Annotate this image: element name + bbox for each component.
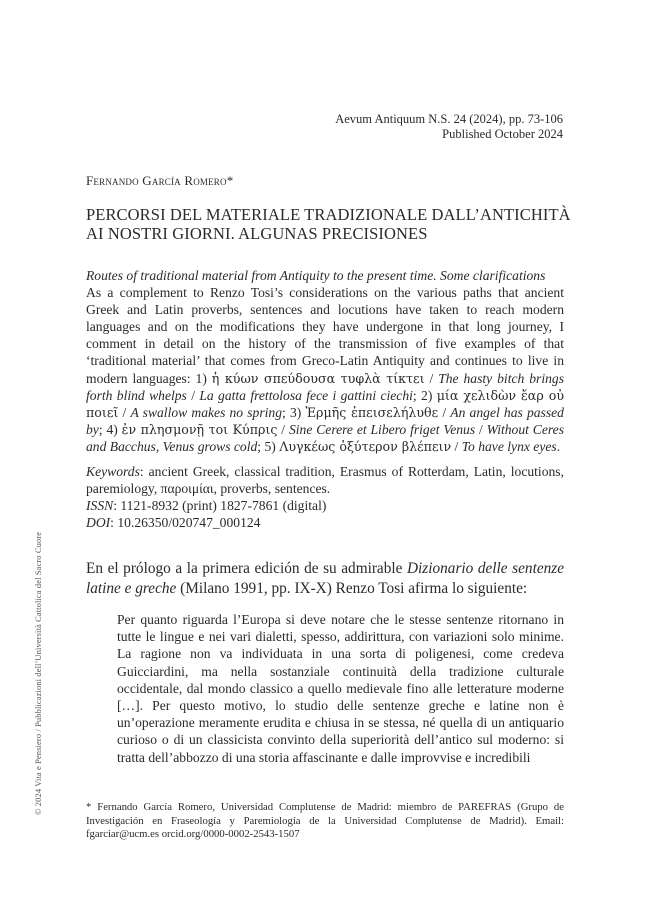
greek-proverb-1: ἡ κύων σπεύδουσα τυφλὰ τίκτει — [211, 370, 425, 386]
body-intro-2: (Milano 1991, pp. IX-X) Renzo Tosi afirma lo siguiente: — [176, 579, 528, 597]
doi-line — [86, 514, 564, 531]
journal-header — [335, 112, 563, 142]
abstract — [86, 267, 564, 455]
translation-2: A swallow makes no spring — [130, 404, 283, 420]
abstract-end: . — [556, 438, 561, 454]
cited-work-title: Dizionario delle sentenze latine e greche — [86, 560, 564, 597]
abstract-text-4: ; 4) — [98, 421, 122, 437]
translation-1: The hasty bitch brings forth blind whelps — [86, 370, 564, 403]
publication-date: Published October 2024 — [442, 127, 563, 141]
abstract-separator: / — [475, 421, 487, 437]
body-paragraph — [86, 559, 564, 598]
translation-4: Sine Cerere et Libero friget Venus — [288, 421, 476, 437]
abstract-text-2: ; 2) — [412, 387, 437, 403]
greek-proverb-2: μία χελιδὼν ἔαρ οὐ ποιεῖ — [86, 387, 564, 420]
abstract-text-3: ; 3) — [282, 404, 306, 420]
block-quote: Per quanto riguarda l’Europa si deve notare che le stesse sentenze ritornano in tutte le lingue e nei vari dialetti, spesso, addirittura, con variazioni solo minime. La ragione non va individuata in una sorta di poligenesi, come credeva Guicciardini, ma nella sostanziale continuità della tradizione culturale occidentale, dal mondo classico a quello medievale fino alle letterature moderne […]. Per questo motivo, lo studio delle sentenze greche e latine non è un’operazione meramente erudita e chiusa in se stessa, né quella di un antiquario curioso o di un classicista convinto della superiorità dell’antico sul moderno: si tratta dell’abbozzo di una storia affascinante e dalle improvvise e incredibili — [117, 612, 564, 765]
abstract-separator: / — [438, 404, 451, 420]
keywords-text: : ancient Greek, classical tradition, Erasmus of Rotterdam, Latin, locutions, paremiology, παροιμίαι, proverbs, sentences. — [86, 464, 564, 497]
issn-label: ISSN — [86, 498, 114, 514]
abstract-text-1: As a complement to Renzo Tosi’s considerations on the various paths that ancient Greek and Latin proverbs, sentences and locutions have taken to reach modern languages and on the modifications they have undergone in that long journey, I comment in detail on the history of the transmission of five examples of that ‘traditional material’ that comes from Greco-Latin Antiquity and continues to live in modern languages: 1) — [86, 285, 564, 386]
body-intro-1: En el prólogo a la primera edición de su admirable — [86, 560, 407, 577]
translation-3: An angel has passed by — [86, 404, 564, 437]
keywords-line — [86, 463, 564, 497]
abstract-separator: / — [186, 387, 200, 403]
abstract-body — [86, 284, 564, 455]
keywords-label: Keywords — [86, 464, 140, 479]
greek-proverb-3: Ἑρμῆς ἐπεισελήλυθε — [305, 404, 439, 420]
abstract-separator: / — [277, 421, 289, 437]
article-title-line-1: PERCORSI DEL MATERIALE TRADIZIONALE DALL’ANTICHITÀ — [86, 205, 571, 224]
abstract-separator: / — [424, 370, 439, 386]
doi-label: DOI — [86, 515, 111, 531]
translation-1b: La gatta frettolosa fece i gattini ciechi — [199, 387, 413, 403]
greek-proverb-5: Λυγκέως ὀξύτερον βλέπειν — [279, 438, 452, 454]
greek-proverb-4: ἐν πλησμονῇ τοι Κύπρις — [121, 421, 278, 437]
footnote: * Fernando García Romero, Universidad Complutense de Madrid: miembro de PAREFRAS (Grupo de Investigación en Fraseología y Paremiología de la Universidad Complutense de Madrid). Email: fgarciar@ucm.es orcid.org/0000-0002-2543-1507 — [86, 801, 564, 841]
abstract-separator: / — [451, 438, 462, 454]
side-copyright: © 2024 Vita e Pensiero / Pubblicazioni dell’Università Cattolica del Sacro Cuore — [33, 531, 43, 815]
article-title — [86, 205, 571, 243]
issn-text: : 1121-8932 (print) 1827-7861 (digital) — [113, 498, 327, 514]
author-name: Fernando García Romero* — [86, 173, 234, 188]
doi-text: : 10.26350/020747_000124 — [110, 515, 261, 531]
abstract-english-title: Routes of traditional material from Antiquity to the present time. Some clarifications — [86, 268, 546, 283]
issn-line — [86, 497, 564, 514]
translation-4b: Without Ceres and Bacchus, Venus grows cold — [86, 421, 564, 454]
article-title-line-2: AI NOSTRI GIORNI. ALGUNAS PRECISIONES — [86, 224, 428, 243]
metadata-block — [86, 463, 564, 531]
translation-5: To have lynx eyes — [461, 438, 557, 454]
abstract-text-5: ; 5) — [257, 438, 280, 454]
journal-citation: Aevum Antiquum N.S. 24 (2024), pp. 73-106 — [335, 112, 563, 126]
abstract-separator: / — [118, 404, 131, 420]
